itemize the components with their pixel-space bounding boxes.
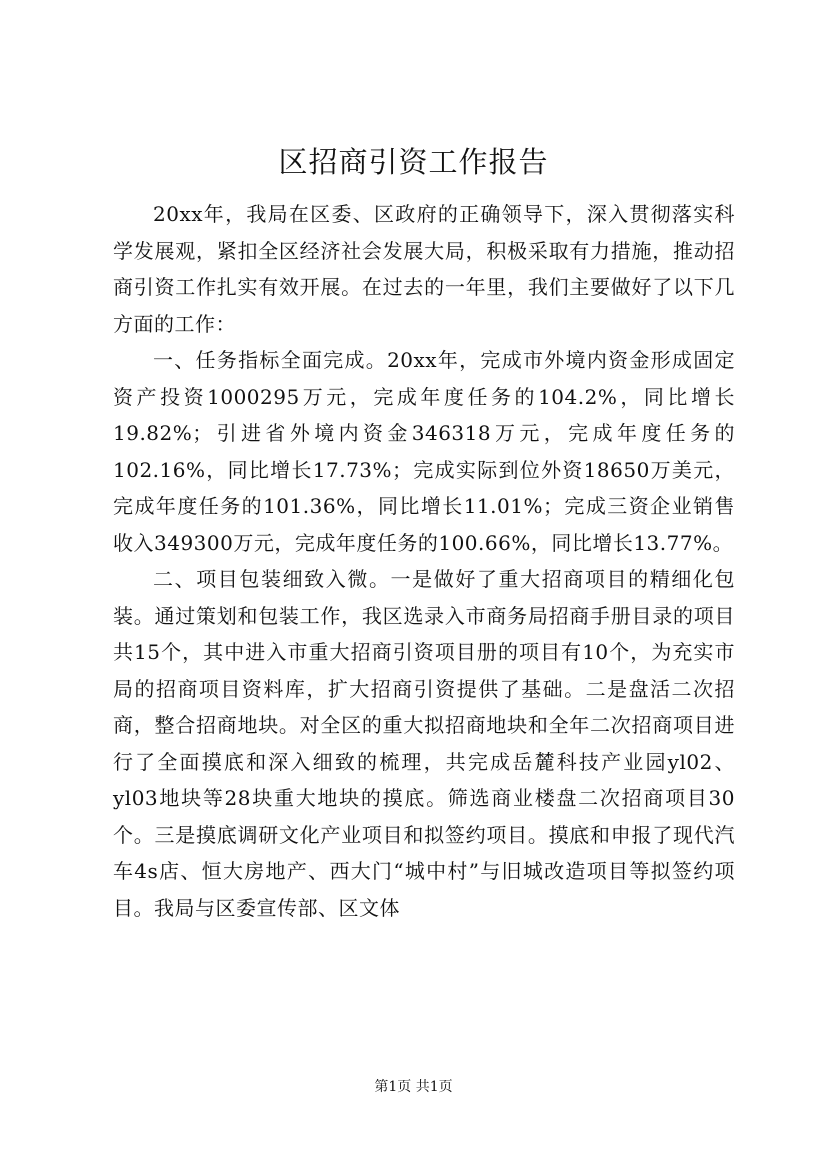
document-body (113, 196, 735, 926)
page-footer: 第1页 共1页 (374, 1079, 453, 1095)
document-title: 区招商引资工作报告 (278, 145, 549, 179)
paragraph-project-packaging: 二、项目包装细致入微。一是做好了重大招商项目的精细化包装。通过策划和包装工作，我区选录入市商务局招商手册目录的项目共15个，其中进入市重大招商引资项目册的项目有10个，为充实市局的招商项目资料库，扩大招商引资提供了基础。二是盘活二次招商，整合招商地块。对全区的重大拟招商地块和全年二次招商项目进行了全面摸底和深入细致的梳理，共完成岳麓科技产业园yl02、yl03地块等28块重大地块的摸底。筛选商业楼盘二次招商项目30个。三是摸底调研文化产业项目和拟签约项目。摸底和申报了现代汽车4s店、恒大房地产、西大门“城中村”与旧城改造项目等拟签约项目。我局与区委宣传部、区文体 (113, 567, 735, 920)
paragraph-task-indicators: 一、任务指标全面完成。20xx年，完成市外境内资金形成固定资产投资1000295万元，完成年度任务的104.2%，同比增长19.82%；引进省外境内资金346318万元，完成年度任务的102.16%，同比增长17.73%；完成实际到位外资18650万美元，完成年度任务的101.36%，同比增长11.01%；完成三资企业销售收入349300万元，完成年度任务的100.66%，同比增长13.77%。 (113, 348, 735, 555)
paragraph-intro: 20xx年，我局在区委、区政府的正确领导下，深入贯彻落实科学发展观，紧扣全区经济社会发展大局，积极采取有力措施，推动招商引资工作扎实有效开展。在过去的一年里，我们主要做好了以下几方面的工作： (113, 202, 735, 336)
